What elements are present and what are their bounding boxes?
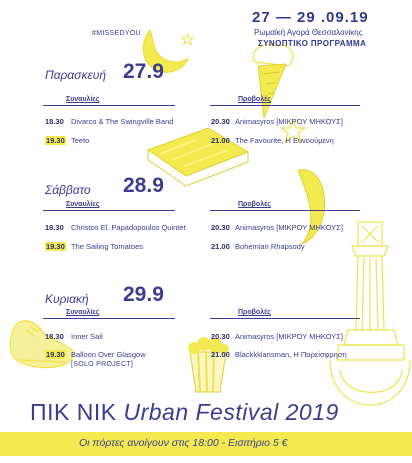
- concerts-header: Συναυλίες: [66, 201, 100, 208]
- event-act: Animasyros [ΜΙΚΡΟΥ ΜΗΚΟΥΣ]: [235, 117, 343, 126]
- event-time: 18.30: [45, 117, 64, 126]
- event-act: Animasyros [ΜΙΚΡΟΥ ΜΗΚΟΥΣ]: [235, 223, 343, 232]
- divider: [43, 318, 175, 319]
- star-icon: [182, 34, 193, 45]
- concerts-header: Συναυλίες: [66, 309, 100, 316]
- day-name: Κυριακή: [45, 292, 89, 306]
- divider: [210, 210, 360, 211]
- event-time: 18.30: [45, 223, 64, 232]
- event-time: 20.30: [211, 332, 230, 341]
- event-act: Christos El. Papadopoulos Quintet: [71, 223, 186, 232]
- event-time: 19.30: [46, 242, 65, 251]
- event-time: 18.30: [45, 332, 64, 341]
- concerts-header: Συναυλίες: [66, 96, 100, 103]
- column-icon: [330, 222, 410, 405]
- festival-dates: 27 — 29 .09.19: [252, 9, 369, 26]
- hashtag-label: #MISSEDYOU: [92, 30, 141, 37]
- venue-label: Ρωμαϊκή Αγορά Θεσσαλονίκης: [254, 28, 363, 37]
- footer-info: Οι πόρτες ανοίγουν στις 18:00 - Εισιτήριο 5 €: [79, 437, 288, 449]
- event-time: 21.00: [211, 242, 230, 251]
- event-act: Inner Sail: [71, 332, 103, 341]
- event-time: 19.30: [46, 350, 65, 359]
- event-time: 21.00: [211, 136, 230, 145]
- event-act: Bohemian Rhapsody: [235, 242, 305, 251]
- event-time: 21.00: [211, 350, 230, 359]
- festival-name-english: Urban Festival 2019: [123, 399, 339, 425]
- event-time: 20.30: [211, 117, 230, 126]
- day-name: Σάββατο: [45, 183, 91, 197]
- event-time: 19.30: [46, 136, 65, 145]
- screenings-header: Προβολές: [238, 309, 271, 316]
- festival-name-greek: ΠΙΚ ΝΙΚ: [30, 399, 117, 425]
- divider: [210, 318, 360, 319]
- divider: [43, 210, 175, 211]
- festival-title: [30, 399, 339, 426]
- event-act: The Sailing Tomatoes: [71, 242, 143, 251]
- schedule-title: ΣΥΝΟΠΤΙΚΟ ΠΡΟΓΡΑΜΜΑ: [258, 39, 367, 48]
- sneaker-icon: [10, 321, 73, 368]
- event-act: Blackkklansman, Η Παρείσφρηση: [235, 350, 347, 359]
- popcorn-icon: [188, 337, 229, 392]
- event-act: Divarco & The Swingville Band: [71, 117, 174, 126]
- divider: [43, 105, 175, 106]
- screenings-header: Προβολές: [238, 96, 271, 103]
- screenings-header: Προβολές: [238, 201, 271, 208]
- event-act: The Favourite, Η Ευνοούμενη: [235, 136, 334, 145]
- event-act: Balloon Over Glasgow: [71, 350, 146, 359]
- ice-cream-icon: [253, 44, 293, 118]
- divider: [210, 105, 360, 106]
- event-note: [SOLO PROJECT]: [71, 361, 134, 368]
- day-date: 29.9: [123, 283, 164, 306]
- day-date: 27.9: [123, 60, 164, 83]
- banana-icon: [298, 170, 325, 244]
- day-date: 28.9: [123, 174, 164, 197]
- event-act: Teeto: [71, 136, 90, 145]
- event-act: Animasyros [ΜΙΚΡΟΥ ΜΗΚΟΥΣ]: [235, 332, 343, 341]
- day-name: Παρασκευή: [45, 68, 107, 82]
- event-time: 20.30: [211, 223, 230, 232]
